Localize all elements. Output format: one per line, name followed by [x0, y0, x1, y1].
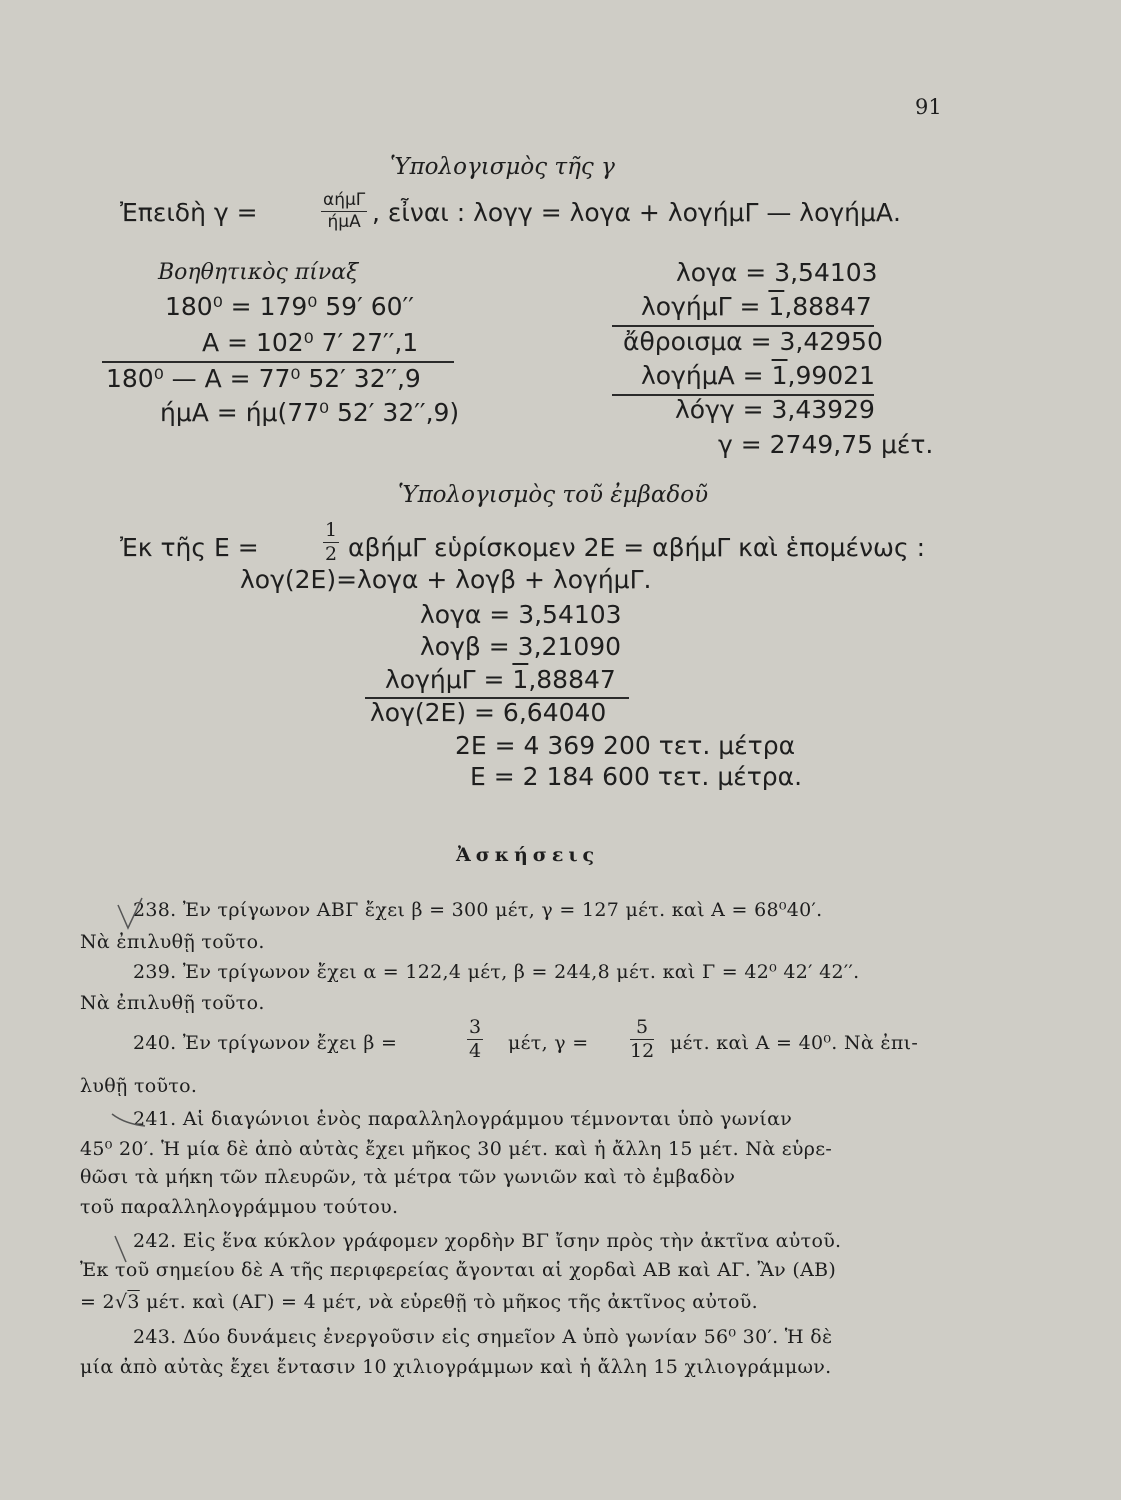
- area-row-5: 2Ε = 4 369 200 τετ. μέτρα: [455, 731, 796, 760]
- aux-right-row-2: λογήμΓ = 1,88847: [641, 292, 872, 321]
- area-row-3: λογήμΓ = 1,88847: [385, 665, 616, 694]
- fraction-denominator: ήμΑ: [327, 212, 361, 232]
- fraction-denominator: 4: [469, 1040, 482, 1062]
- fraction-numerator: 1: [325, 519, 338, 541]
- fraction-numerator: 5: [630, 1018, 654, 1040]
- area-row-1: λογα = 3,54103: [420, 600, 622, 629]
- aux-left-row-2: Α = 102⁰ 7′ 27′′,1: [202, 328, 419, 357]
- exercise-242-line-3: = 2√3 μέτ. καὶ (ΑΓ) = 4 μέτ, νὰ εὑρεθῇ τὸ μῆκος τῆς ἀκτῖνος αὐτοῦ.: [80, 1291, 758, 1313]
- aux-left-row-3: 180⁰ — Α = 77⁰ 52′ 32′′,9: [106, 364, 421, 393]
- aux-left-row-4: ήμΑ = ήμ(77⁰ 52′ 32′′,9): [160, 398, 460, 427]
- aux-right-row-4: λογήμΑ = 1,99021: [641, 361, 875, 390]
- exercise-243-line-2: μία ἀπὸ αὐτὰς ἔχει ἔντασιν 10 χιλιογράμμων καὶ ἡ ἄλλη 15 χιλιογράμμων.: [80, 1356, 832, 1378]
- exercise-241-line-4: τοῦ παραλληλογράμμου τούτου.: [80, 1196, 399, 1218]
- aux-table-title: Βοηθητικὸς πίναξ: [158, 260, 359, 285]
- exercise-242-line-2: Ἐκ τοῦ σημείου δὲ Α τῆς περιφερείας ἄγονται αἱ χορδαὶ ΑΒ καὶ ΑΓ. Ἂν (ΑΒ): [80, 1259, 837, 1281]
- fraction-denominator: 2: [325, 543, 338, 565]
- aux-right-row-1: λογα = 3,54103: [676, 258, 878, 287]
- exercise-239-line-2: Νὰ ἐπιλυθῇ τοῦτο.: [80, 992, 265, 1014]
- formula-area-pre: Ἐκ τῆς Ε =: [120, 533, 259, 562]
- section-heading-gamma: Ὑπολογισμὸς τῆς γ: [390, 154, 615, 180]
- pencil-check-238-icon: [118, 898, 142, 928]
- exercises-heading: Ἀσκήσεις: [456, 844, 600, 866]
- area-row-2: λογβ = 3,21090: [420, 632, 622, 661]
- formula-area-post: αβήμΓ εὑρίσκομεν 2Ε = αβήμΓ καὶ ἑπομένως :: [348, 533, 926, 562]
- section-heading-area: Ὑπολογισμὸς τοῦ ἐμβαδοῦ: [398, 482, 709, 508]
- result-gamma: γ = 2749,75 μέτ.: [718, 430, 934, 459]
- fraction-numerator: 3: [469, 1016, 482, 1038]
- exercise-240-pre: 240. Ἐν τρίγωνον ἔχει β =: [133, 1032, 398, 1054]
- exercise-241-line-2: 45⁰ 20′. Ἡ μία δὲ ἀπὸ αὐτὰς ἔχει μῆκος 30 μέτ. καὶ ἡ ἄλλη 15 μέτ. Νὰ εὑρε-: [80, 1138, 833, 1160]
- exercise-238-line-1: 238. Ἐν τρίγωνον ΑΒΓ ἔχει β = 300 μέτ, γ = 127 μέτ. καὶ Α = 68⁰40′.: [133, 899, 823, 921]
- pencil-mark-242-icon: [115, 1236, 126, 1262]
- exercise-239-line-1: 239. Ἐν τρίγωνον ἔχει α = 122,4 μέτ, β = 244,8 μέτ. καὶ Γ = 42⁰ 42′ 42′′.: [133, 961, 860, 983]
- formula-gamma-pre: Ἐπειδὴ γ =: [120, 198, 258, 227]
- fraction-denominator: 12: [630, 1040, 655, 1062]
- fraction-numerator: αήμΓ: [323, 190, 366, 210]
- sqrt-sign-icon: √: [114, 1291, 128, 1313]
- aux-right-row-5: λόγγ = 3,43929: [675, 395, 875, 424]
- exercise-241-line-3: θῶσι τὰ μήκη τῶν πλευρῶν, τὰ μέτρα τῶν γωνιῶν καὶ τὸ ἐμβαδὸν: [80, 1166, 736, 1188]
- page-number: 91: [915, 95, 942, 119]
- aux-right-row-3: ἄθροισμα = 3,42950: [623, 327, 883, 356]
- exercise-242-line-1: 242. Εἰς ἕνα κύκλον γράφομεν χορδὴν ΒΓ ἴσην πρὸς τὴν ἀκτῖνα αὐτοῦ.: [133, 1230, 842, 1252]
- exercise-240-line-2: λυθῇ τοῦτο.: [80, 1075, 198, 1097]
- exercise-240-mid: μέτ, γ =: [508, 1032, 589, 1054]
- exercise-241-line-1: 241. Αἱ διαγώνιοι ἑνὸς παραλληλογράμμου τέμνονται ὑπὸ γωνίαν: [133, 1108, 793, 1130]
- area-row-4: λογ(2Ε) = 6,64040: [370, 698, 607, 727]
- exercise-240-post: μέτ. καὶ Α = 40⁰. Νὰ ἐπι-: [670, 1032, 919, 1054]
- result-area: Ε = 2 184 600 τετ. μέτρα.: [470, 762, 803, 791]
- pencil-mark-241-icon: [112, 1114, 145, 1126]
- formula-gamma-post: , εἶναι : λογγ = λογα + λογήμΓ — λογήμΑ.: [372, 198, 901, 227]
- aux-left-row-1: 180⁰ = 179⁰ 59′ 60′′: [165, 292, 414, 321]
- exercise-238-line-2: Νὰ ἐπιλυθῇ τοῦτο.: [80, 931, 265, 953]
- exercise-243-line-1: 243. Δύο δυνάμεις ἐνεργοῦσιν εἰς σημεῖον Α ὑπὸ γωνίαν 56⁰ 30′. Ἡ δὲ: [133, 1326, 833, 1348]
- formula-log-area: λογ(2Ε)=λογα + λογβ + λογήμΓ.: [240, 565, 652, 594]
